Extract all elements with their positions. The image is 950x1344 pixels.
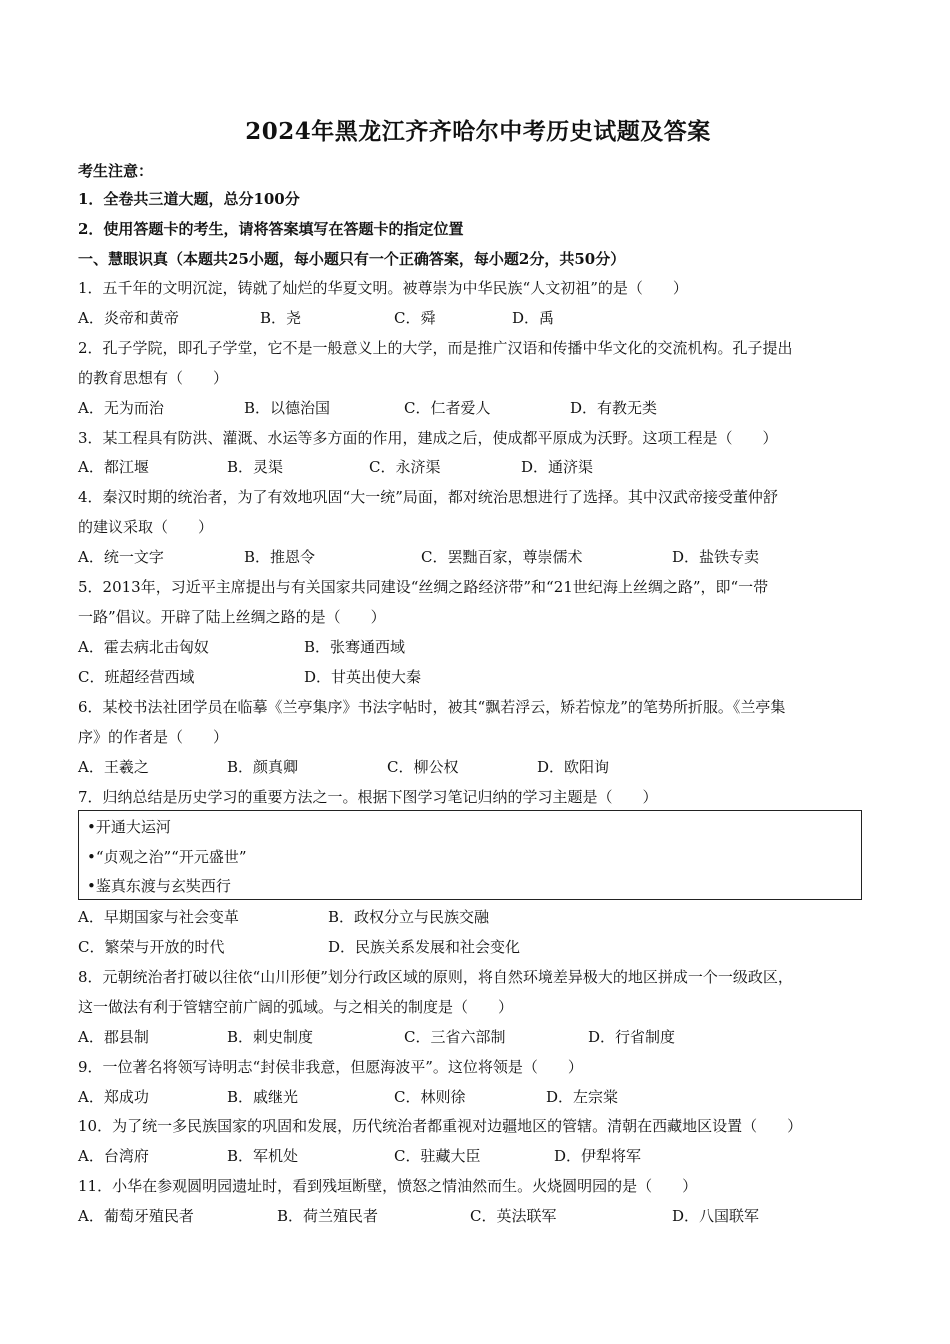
option: B．军机处	[227, 1147, 299, 1165]
note-item: •“贞观之治”“开元盛世”	[87, 848, 247, 866]
option: D．盐铁专卖	[672, 548, 760, 566]
notice-item-1: 1．全卷共三道大题，总分100分	[78, 190, 300, 208]
question-2-stem-cont: 的教育思想有（ ）	[78, 369, 229, 387]
option: B．颜真卿	[227, 758, 299, 776]
option: D．八国联军	[672, 1207, 760, 1225]
option: B．以德治国	[244, 399, 331, 417]
option: C．仁者爱人	[404, 399, 491, 417]
question-9-stem: 9．一位著名将领写诗明志“封侯非我意，但愿海波平”。这位将领是（ ）	[78, 1058, 583, 1076]
option: C．三省六部制	[404, 1028, 506, 1046]
option: C．柳公权	[387, 758, 459, 776]
page-title: 2024年黑龙江齐齐哈尔中考历史试题及答案	[245, 118, 711, 145]
option: D．有教无类	[570, 399, 658, 417]
notice-heading: 考生注意：	[78, 162, 154, 180]
option: B．戚继光	[227, 1088, 299, 1106]
question-10-stem: 10．为了统一多民族国家的巩固和发展，历代统治者都重视对边疆地区的管辖。清朝在西藏地区设置（ ）	[78, 1117, 803, 1135]
option: C．驻藏大臣	[394, 1147, 481, 1165]
question-3-stem: 3．某工程具有防洪、灌溉、水运等多方面的作用，建成之后，使成都平原成为沃野。这项工程是（ ）	[78, 429, 778, 447]
option: B．张骞通西域	[304, 638, 406, 656]
question-5-stem: 5．2013年，习近平主席提出与有关国家共同建设“丝绸之路经济带”和“21世纪海上丝绸之路”，即“一带	[78, 578, 769, 596]
option: B．政权分立与民族交融	[328, 908, 490, 926]
option: D．民族关系发展和社会变化	[328, 938, 521, 956]
note-item: •鉴真东渡与玄奘西行	[87, 877, 231, 895]
option: A．无为而治	[78, 399, 164, 417]
question-8-stem-cont: 这一做法有利于管辖空前广阔的弧域。与之相关的制度是（ ）	[78, 998, 514, 1016]
option: D．左宗棠	[546, 1088, 619, 1106]
question-2-stem: 2．孔子学院，即孔子学堂，它不是一般意义上的大学，而是推广汉语和传播中华文化的交流机构。孔子提出	[78, 339, 793, 357]
option: C．班超经营西域	[78, 668, 195, 686]
option: A．葡萄牙殖民者	[78, 1207, 194, 1225]
question-6-stem-cont: 序》的作者是（ ）	[78, 728, 229, 746]
section-heading-1: 一、慧眼识真（本题共25小题，每小题只有一个正确答案，每小题2分，共50分）	[78, 250, 626, 268]
question-4-stem-cont: 的建议采取（ ）	[78, 518, 214, 536]
option: B．推恩令	[244, 548, 316, 566]
option: A．郑成功	[78, 1088, 149, 1106]
option: A．霍去病北击匈奴	[78, 638, 209, 656]
option: C．繁荣与开放的时代	[78, 938, 225, 956]
study-notes-box	[78, 810, 862, 900]
option: A．王羲之	[78, 758, 149, 776]
option: D．禹	[512, 309, 555, 327]
question-4-stem: 4．秦汉时期的统治者，为了有效地巩固“大一统”局面，都对统治思想进行了选择。其中汉武帝接受董仲舒	[78, 488, 778, 506]
question-7-stem: 7．归纳总结是历史学习的重要方法之一。根据下图学习笔记归纳的学习主题是（ ）	[78, 788, 658, 806]
option: B．灵渠	[227, 458, 284, 476]
question-6-stem: 6．某校书法社团学员在临摹《兰亭集序》书法字帖时，被其“飘若浮云，矫若惊龙”的笔势所折服。《兰亭集	[78, 698, 786, 716]
option: D．甘英出使大秦	[304, 668, 422, 686]
option: B．荷兰殖民者	[277, 1207, 379, 1225]
option: A．郡县制	[78, 1028, 149, 1046]
option: D．行省制度	[588, 1028, 676, 1046]
option: C．林则徐	[394, 1088, 466, 1106]
question-11-stem: 11．小华在参观圆明园遗址时，看到残垣断壁，愤怒之情油然而生。火烧圆明园的是（ ）	[78, 1177, 698, 1195]
option: A．台湾府	[78, 1147, 149, 1165]
option: B．尧	[260, 309, 302, 327]
option: B．刺史制度	[227, 1028, 314, 1046]
option: D．伊犁将军	[554, 1147, 642, 1165]
option: D．欧阳询	[537, 758, 610, 776]
question-8-stem: 8．元朝统治者打破以往依“山川形便”划分行政区域的原则，将自然环境差异极大的地区拼成一个一级政区，	[78, 968, 793, 986]
option: A．炎帝和黄帝	[78, 309, 179, 327]
option: C．罢黜百家，尊崇儒术	[421, 548, 583, 566]
option: A．早期国家与社会变革	[78, 908, 239, 926]
note-item: •开通大运河	[87, 818, 171, 836]
option: A．统一文字	[78, 548, 164, 566]
option: C．英法联军	[470, 1207, 557, 1225]
question-1-stem: 1．五千年的文明沉淀，铸就了灿烂的华夏文明。被尊崇为中华民族“人文初祖”的是（ ）	[78, 279, 688, 297]
option: C．永济渠	[369, 458, 441, 476]
option: C．舜	[394, 309, 436, 327]
notice-item-2: 2．使用答题卡的考生，请将答案填写在答题卡的指定位置	[78, 220, 464, 238]
option: D．通济渠	[521, 458, 594, 476]
option: A．都江堰	[78, 458, 149, 476]
question-5-stem-cont: 一路”倡议。开辟了陆上丝绸之路的是（ ）	[78, 608, 386, 626]
